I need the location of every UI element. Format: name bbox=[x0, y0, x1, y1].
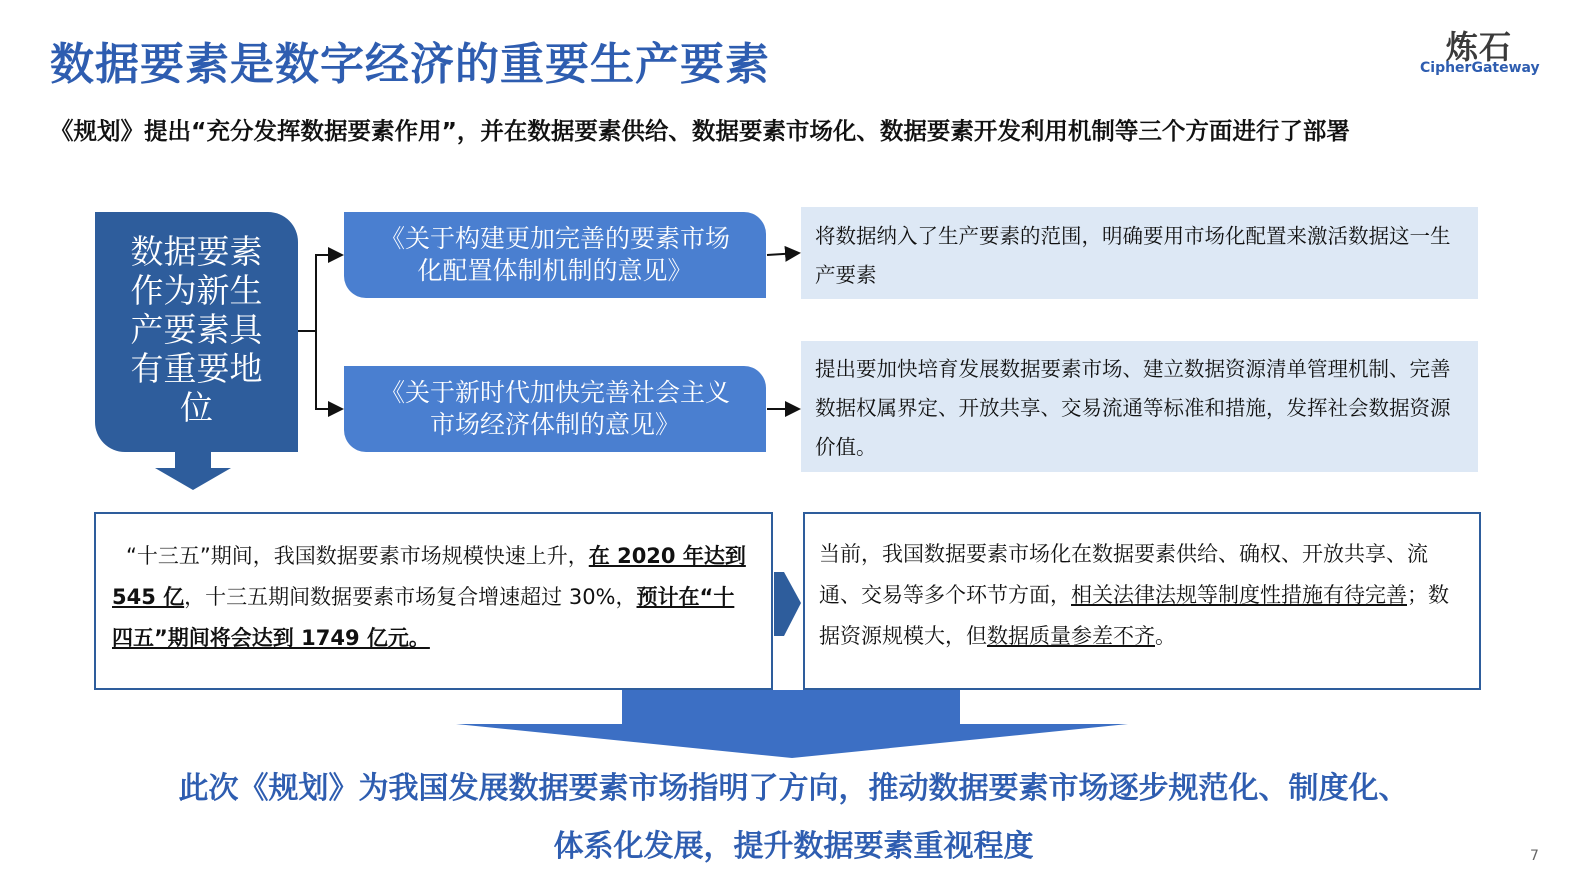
policy-desc-2: 提出要加快培育发展数据要素市场、建立数据资源清单管理机制、完善数据权属界定、开放共享、交易流通等标准和措施，发挥社会数据资源价值。 bbox=[801, 341, 1478, 472]
bracket-line-bottom bbox=[316, 331, 342, 409]
policy-doc-2: 《关于新时代加快完善社会主义 市场经济体制的意见》 bbox=[344, 366, 766, 452]
policy-doc-1: 《关于构建更加完善的要素市场 化配置体制机制的意见》 bbox=[344, 212, 766, 298]
highlight-regulation: 相关法律法规等制度性措施有待完善 bbox=[1071, 583, 1407, 607]
page-number: 7 bbox=[1530, 848, 1539, 864]
highlight-forecast: 预计在“十四五”期间将会达到 1749 亿元。 bbox=[112, 585, 735, 650]
funnel-arrow-icon bbox=[456, 690, 1128, 758]
right-arrow-icon bbox=[774, 572, 801, 636]
conclusion: 此次《规划》为我国发展数据要素市场指明了方向，推动数据要素市场逐步规范化、制度化、 体系化发展，提升数据要素重视程度 bbox=[178, 771, 1409, 864]
down-arrow-icon bbox=[155, 450, 231, 490]
page-title: 数据要素是数字经济的重要生产要素 bbox=[50, 39, 770, 90]
challenges-panel: 当前，我国数据要素市场化在数据要素供给、确权、开放共享、流通、交易等多个环节方面，相关法律法规等制度性措施有待完善；数据资源规模大，但数据质量参差不齐。 bbox=[803, 512, 1481, 690]
arrow-doc1-desc1 bbox=[767, 253, 799, 255]
market-size-panel: “十三五”期间，我国数据要素市场规模快速上升，在 2020 年达到 545 亿，十三五期间数据要素市场复合增速超过 30%，预计在“十四五”期间将会达到 1749 亿元。 bbox=[94, 512, 773, 690]
logo-en-text: CipherGateway bbox=[1420, 60, 1540, 76]
policy-desc-1: 将数据纳入了生产要素的范围，明确要用市场化配置来激活数据这一生产要素 bbox=[801, 207, 1478, 299]
highlight-quality: 数据质量参差不齐 bbox=[987, 624, 1155, 648]
highlight-2020: 在 2020 年达到 545 亿 bbox=[112, 544, 746, 609]
left-key-box: 数据要素 作为新生 产要素具 有重要地 位 bbox=[95, 212, 298, 452]
subtitle: 《规划》提出“充分发挥数据要素作用”，并在数据要素供给、数据要素市场化、数据要素开发利用机制等三个方面进行了部署 bbox=[50, 117, 1350, 145]
logo-cn-text: 炼石 bbox=[1446, 28, 1513, 66]
bracket-line-top bbox=[298, 255, 342, 331]
